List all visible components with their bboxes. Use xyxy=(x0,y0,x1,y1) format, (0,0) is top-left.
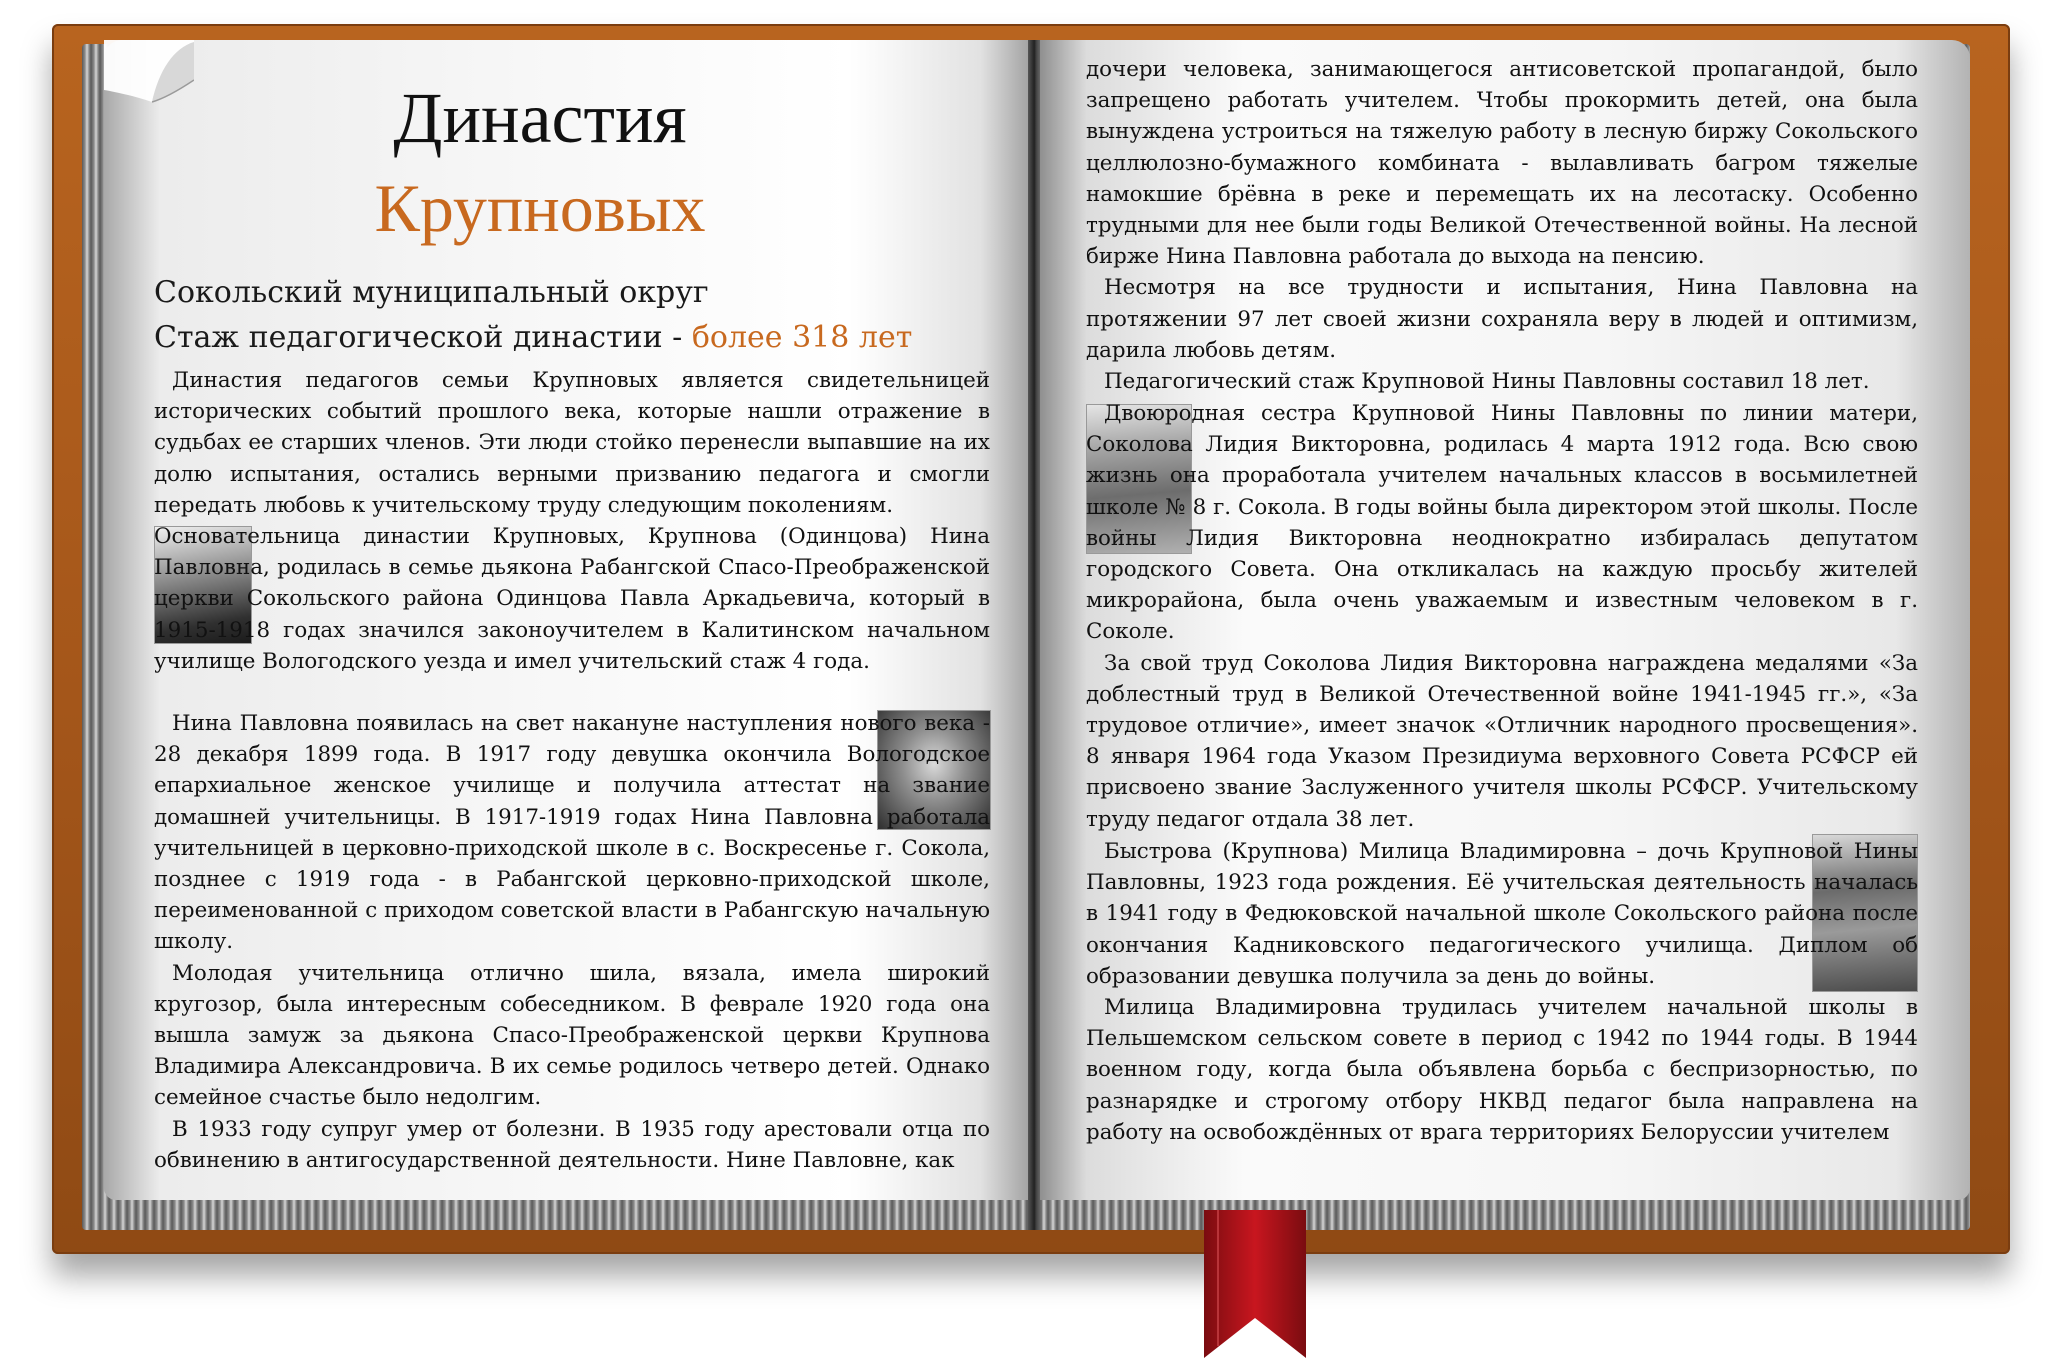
page-curl-icon xyxy=(104,40,194,120)
subtitle-tenure-prefix: Стаж педагогической династии - xyxy=(154,320,692,355)
bookmark-ribbon-icon xyxy=(1200,1210,1310,1360)
paragraph: Педагогический стаж Крупновой Нины Павловны составил 18 лет. xyxy=(1104,369,1870,395)
paragraph: За свой труд Соколова Лидия Викторовна награждена медалями «За доблестный труд в Великой Отечественной войне 1941-1945 гг.», «За трудовое отличие», имеет значок «Отличник народного просвещения». 8 января 1964 года Указом Президиума верховного Совета РСФСР ей присвоено звание Заслуженного учителя школы РСФСР. Учительскому труду педагог отдала 38 лет. xyxy=(1086,650,1918,832)
right-text-block-3 xyxy=(1086,836,1918,1148)
subtitle-region: Сокольский муниципальный округ xyxy=(154,275,709,310)
left-text-block-2 xyxy=(154,521,990,677)
paragraph: Основательница династии Крупновых, Крупнова (Одинцова) Нина Павловна, родилась в семье дьякона Рабангской Спасо-Преображенской церкви Сокольского района Одинцова Павла Аркадьевича, который в 1915-1918 годах значился законоучителем в Калитинском начальном училище Вологодского уезда и имел учительский стаж 4 года. xyxy=(154,524,990,674)
left-text-block-3 xyxy=(154,708,990,1176)
paragraph: Быстрова (Крупнова) Милица Владимировна – дочь Крупновой Нины Павловны, 1923 года рождения. Её учительская деятельность началась в 1941 году в Федюковской начальной школе Сокольского района после окончания Кадниковского педагогического училища. Диплом об образовании девушка получила за день до войны. xyxy=(1086,839,1918,989)
paragraph: Династия педагогов семьи Крупновых является свидетельницей исторических событий прошлого века, которые нашли отражение в судьбах ее старших членов. Эти люди стойко перенесли выпавшие на их долю испытания, остались верными призванию педагога и смогли передать любовь к учительскому труду следующим поколениям. xyxy=(154,368,990,518)
page-title-line1: Династия xyxy=(393,78,687,158)
paragraph: Молодая учительница отлично шила, вязала, имела широкий кругозор, была интересным собеседником. В феврале 1920 года она вышла замуж за дьякона Спасо-Преображенской церкви Крупнова Владимира Александровича. В их семье родилось четверо детей. Однако семейное счастье было недолгим. xyxy=(154,960,990,1111)
right-text-block-1 xyxy=(1086,54,1918,397)
paragraph: Двоюродная сестра Крупновой Нины Павловны по линии матери, Соколова Лидия Викторовна, родилась 4 марта 1912 года. Всю свою жизнь она проработала учителем начальных классов в восьмилетней школе № 8 г. Сокола. В годы войны была директором этой школы. После войны Лидия Викторовна неоднократно избиралась депутатом городского Совета. Она откликалась на каждую просьбу жителей микрорайона, была очень уважаемым и известным человеком в г. Соколе. xyxy=(1086,401,1918,645)
paragraph: дочери человека, занимающегося антисоветской пропагандой, было запрещено работать учителем. Чтобы прокормить детей, она была вынуждена устроиться на тяжелую работу в лесную биржу Сокольского целлюлозно-бумажного комбината - вылавливать багром тяжелые намокшие брёвна в реке и перемещать их на лесотаску. Особенно трудными для нее были годы Великой Отечественной войны. На лесной бирже Нина Павловна работала до выхода на пенсию. xyxy=(1086,57,1918,270)
left-text-block-1 xyxy=(154,365,990,521)
paragraph: Нина Павловна появилась на свет накануне наступления нового века - 28 декабря 1899 года. В 1917 году девушка окончила Вологодское епархиальное женское училище и получила аттестат на звание домашней учительницы. В 1917-1919 годах Нина Павловна работала учительницей в церковно-приходской школе в с. Воскресенье г. Сокола, позднее с 1919 года - в Рабангской церковно-приходской школе, переименованной с приходом советской власти в Рабангскую начальную школу. xyxy=(154,711,990,955)
paragraph: Милица Владимировна трудилась учителем начальной школы в Пельшемском сельском совете в период с 1942 по 1944 годы. В 1944 военном году, когда была объявлена борьба с беспризорностью, по разнарядке и строгому отбору НКВД педагог была направлена на работу на освобождённых от врага территориях Белоруссии учителем xyxy=(1086,995,1918,1145)
right-text-block-2 xyxy=(1086,398,1918,835)
paragraph: В 1933 году супруг умер от болезни. В 1935 году арестовали отца по обвинению в антигосударственной деятельности. Нине Павловне, как xyxy=(154,1116,990,1173)
subtitle-tenure-accent: более 318 лет xyxy=(691,320,913,355)
page-title-line2: Крупновых xyxy=(374,170,706,246)
paragraph: Несмотря на все трудности и испытания, Нина Павловна на протяжении 97 лет своей жизни сохраняла веру в людей и оптимизм, дарила любовь детям. xyxy=(1086,275,1918,363)
subtitle-tenure xyxy=(154,317,912,359)
